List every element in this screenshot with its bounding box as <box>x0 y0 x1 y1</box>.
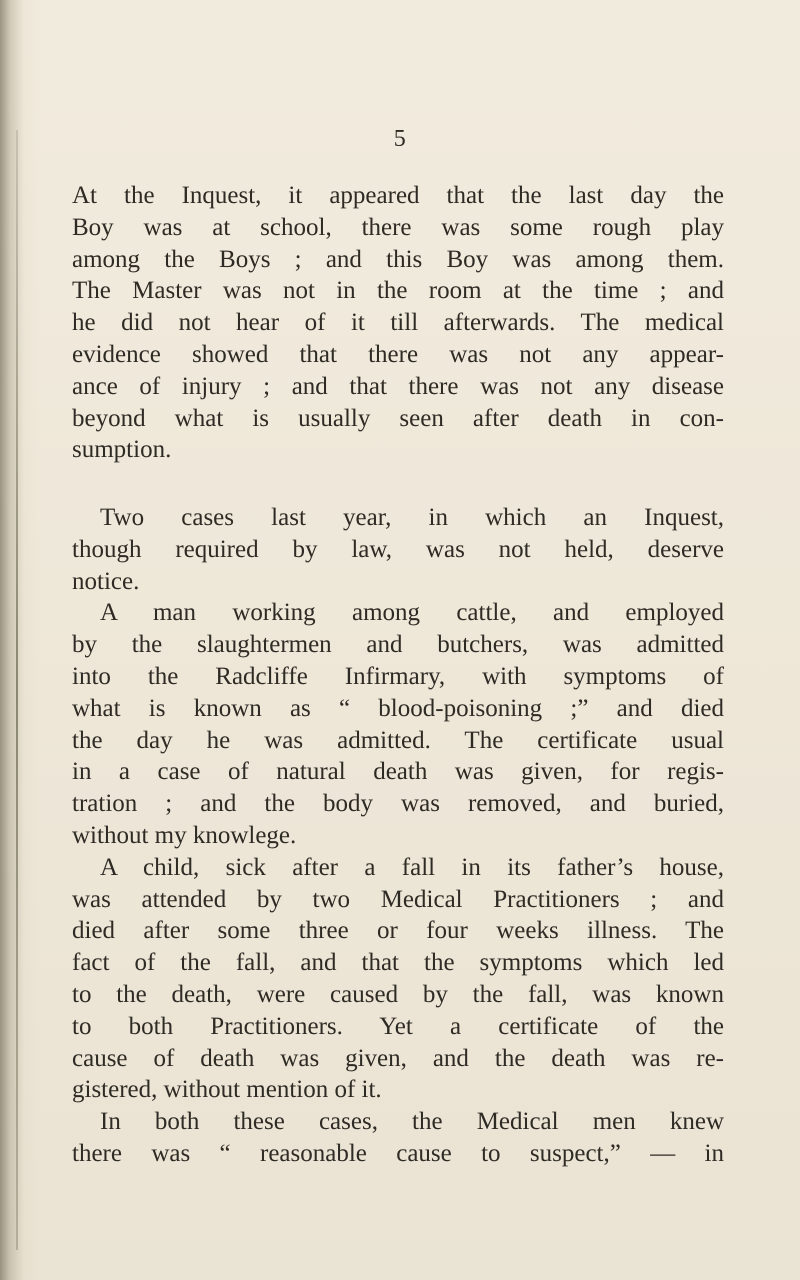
text-line: The Master was not in the room at the time ; and <box>72 277 724 305</box>
paragraph-inquest <box>72 180 724 466</box>
text-line: tration ; and the body was removed, and buried, <box>72 790 724 818</box>
text-line: cause of death was given, and the death was re- <box>72 1044 724 1072</box>
text-line: into the Radcliffe Infirmary, with symptoms of <box>72 662 724 690</box>
page-number: 5 <box>393 126 407 152</box>
text-line: ance of injury ; and that there was not any disease <box>72 372 724 400</box>
text-line: notice. <box>72 567 140 595</box>
text-line: he did not hear of it till afterwards. The medical <box>72 309 724 337</box>
text-line: there was “ reasonable cause to suspect,” — in <box>72 1139 724 1167</box>
text-line: Two cases last year, in which an Inquest, <box>100 504 724 531</box>
text-line: what is known as “ blood-poisoning ;” and died <box>72 694 724 722</box>
text-line: to the death, were caused by the fall, was known <box>72 980 724 1008</box>
text-line: the day he was admitted. The certificate usual <box>72 726 724 754</box>
text-line: At the Inquest, it appeared that the last day the <box>72 182 724 209</box>
text-line: beyond what is usually seen after death in con- <box>72 404 724 432</box>
text-line: In both these cases, the Medical men knew <box>100 1108 724 1136</box>
text-line: to both Practitioners. Yet a certificate of the <box>72 1012 724 1040</box>
text-line: gistered, without mention of it. <box>72 1076 382 1104</box>
paragraph-two-cases <box>72 502 724 1170</box>
text-line: died after some three or four weeks illness. The <box>72 917 724 945</box>
text-line: though required by law, was not held, deserve <box>72 535 724 563</box>
text-line: A man working among cattle, and employed <box>100 599 724 627</box>
text-line: sumption. <box>72 436 172 464</box>
text-line: Boy was at school, there was some rough play <box>72 213 724 241</box>
text-line: in a case of natural death was given, for regis- <box>72 758 724 786</box>
text-line: among the Boys ; and this Boy was among them. <box>72 245 724 273</box>
text-line: evidence showed that there was not any appear- <box>72 340 724 368</box>
text-line: was attended by two Medical Practitioners ; and <box>72 885 724 913</box>
binding-shadow <box>16 130 18 1250</box>
text-line: by the slaughtermen and butchers, was admitted <box>72 631 724 659</box>
text-line: fact of the fall, and that the symptoms which led <box>72 949 724 977</box>
text-line: A child, sick after a fall in its father’s house, <box>100 853 724 881</box>
text-line: without my knowlege. <box>72 821 297 849</box>
